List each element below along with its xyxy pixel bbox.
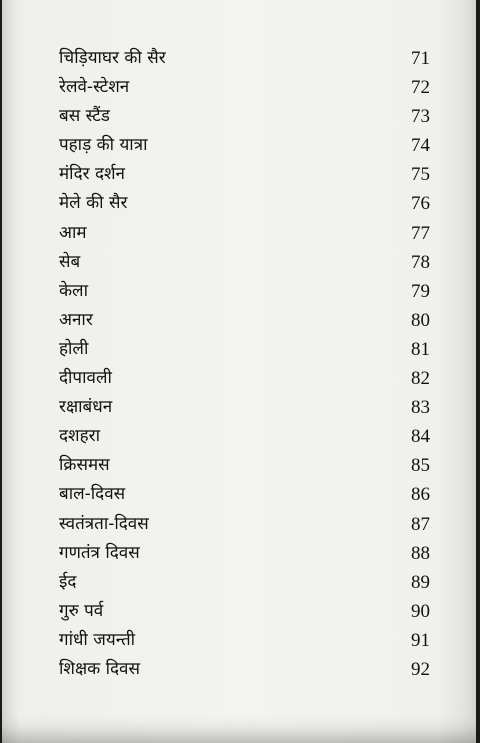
toc-entry-title: क्रिसमस — [59, 455, 110, 476]
toc-entry-page: 80 — [411, 309, 430, 331]
toc-entry — [2, 539, 476, 568]
toc-entry — [2, 219, 476, 248]
toc-entry-page: 92 — [411, 658, 430, 680]
toc-entry-page: 78 — [411, 251, 430, 273]
toc-entry-title: ईद — [59, 571, 77, 592]
toc-entry-page: 79 — [411, 280, 430, 302]
toc-entry — [2, 160, 476, 189]
toc-entry-title: दीपावली — [59, 368, 112, 389]
toc-entry — [2, 626, 476, 655]
toc-entry-title: केला — [59, 280, 88, 301]
toc-entry-title: शिक्षक दिवस — [59, 658, 140, 679]
toc-entry — [2, 393, 476, 422]
toc-entry-title: मेले की सैर — [59, 193, 128, 214]
toc-entry-title: पहाड़ की यात्रा — [59, 135, 148, 156]
toc-entry-title: गणतंत्र दिवस — [59, 542, 140, 563]
toc-entry-page: 72 — [411, 77, 430, 99]
toc-entry-title: होली — [59, 338, 89, 359]
toc-entry-page: 73 — [411, 106, 430, 128]
toc-entry-title: गुरु पर्व — [59, 600, 104, 621]
toc-entry-page: 82 — [411, 368, 430, 390]
toc-entry — [2, 44, 476, 73]
toc-entry-page: 71 — [411, 48, 430, 69]
toc-entry-page: 74 — [411, 135, 430, 157]
toc-entry-page: 85 — [411, 455, 430, 477]
toc-entry — [2, 277, 476, 306]
toc-entry-page: 81 — [411, 338, 430, 360]
toc-entry-page: 89 — [411, 571, 430, 593]
toc-entry — [2, 131, 476, 160]
toc-entry-page: 77 — [411, 222, 430, 244]
toc-entry-title: मंदिर दर्शन — [59, 164, 125, 185]
toc-entry-page: 75 — [411, 164, 430, 186]
toc-entry-title: बाल-दिवस — [59, 484, 126, 505]
toc-entry — [2, 364, 476, 393]
toc-entry — [2, 597, 476, 626]
toc-entry-page: 88 — [411, 542, 430, 564]
toc-entry-title: सेब — [59, 251, 81, 272]
table-of-contents — [2, 44, 476, 684]
toc-entry-title: दशहरा — [59, 426, 100, 447]
toc-entry — [2, 335, 476, 364]
toc-entry — [2, 248, 476, 277]
toc-entry-title: चिड़ियाघर की सैर — [59, 48, 166, 68]
toc-entry — [2, 306, 476, 335]
toc-entry-title: गांधी जयन्ती — [59, 629, 136, 650]
toc-entry-title: अनार — [59, 309, 93, 330]
toc-entry-page: 90 — [411, 600, 430, 622]
toc-entry-page: 86 — [411, 484, 430, 506]
toc-entry — [2, 568, 476, 597]
toc-entry-title: बस स्टैंड — [59, 106, 110, 127]
toc-entry — [2, 102, 476, 131]
toc-entry — [2, 73, 476, 102]
toc-entry-page: 76 — [411, 193, 430, 215]
toc-entry-title: स्वतंत्रता-दिवस — [59, 513, 149, 534]
book-page — [2, 0, 476, 743]
toc-entry — [2, 510, 476, 539]
toc-entry — [2, 655, 476, 684]
toc-entry — [2, 422, 476, 451]
toc-entry-page: 91 — [411, 629, 430, 651]
toc-entry-title: आम — [59, 222, 87, 243]
toc-entry — [2, 451, 476, 480]
toc-entry-title: रेलवे-स्टेशन — [59, 77, 130, 98]
toc-entry-page: 83 — [411, 397, 430, 419]
toc-entry-title: रक्षाबंधन — [59, 397, 113, 418]
toc-entry — [2, 189, 476, 218]
toc-entry-page: 87 — [411, 513, 430, 535]
toc-entry-page: 84 — [411, 426, 430, 448]
toc-entry — [2, 480, 476, 509]
